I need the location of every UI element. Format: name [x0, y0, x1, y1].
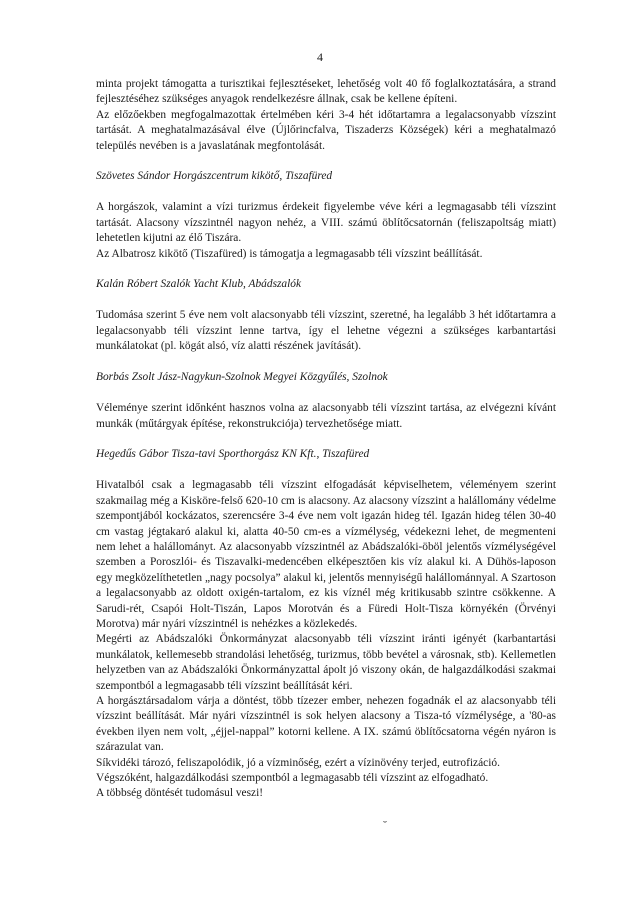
footer-mark: ˘ — [383, 818, 387, 832]
section-heading: Hegedűs Gábor Tisza-tavi Sporthorgász KN Kft., Tiszafüred — [96, 447, 370, 460]
paragraph: A horgászok, valamint a vízi turizmus érdekeit figyelembe véve kéri a legmagasabb téli vízszint tartását. Alacsony vízszintnél nagyon nehéz, a VIII. számú öblítőcsatornán (feliszapoltság miatt) lehetetlen kijutni az élő Tiszára. — [96, 201, 556, 245]
paragraph: Végszóként, halgazdálkodási szempontból a legmagasabb téli vízszint az elfogadható. — [96, 772, 489, 785]
section-heading: Borbás Zsolt Jász-Nagykun-Szolnok Megyei Közgyűlés, Szolnok — [96, 370, 388, 383]
page-number: 4 — [317, 50, 323, 64]
paragraph: Tudomása szerint 5 éve nem volt alacsonyabb téli vízszint, szeretné, ha legalább 3 hét időtartamra a legalacsonyabb téli vízszint lenne tartva, így el lehetne végezni a szükséges karbantartási munkálatokat (pl. kögát alsó, víz alatti részének javítását). — [96, 309, 556, 353]
paragraph: Hivatalból csak a legmagasabb téli vízszint elfogadását képviselhetem, véleményem szerint szakmailag még a Kisköre-felső 620-10 cm is alacsony. Az alacsony vízszint a halállomány védelme szempontjából kockázatos, szerencsére 3-4 éve nem volt igazán hideg tél. Igazán hideg télen 30-40 cm vastag jégtakaró alakul ki, alatta 40-50 cm-es a vízmélység, védekezni lehet, de megmenteni nem lehet a halállományt. Az alacsonyabb vízszintnél az Abádszalóki-öböl jelentős vízmélységével szemben a Poroszlói- és Tiszavalki-medencében elképesztően kis víz alakul ki. A Dühös-laposon egy megközelíthetetlen „nagy pocsolya” alakul ki, jelentős mennyiségű halállománnyal. A Szartoson a legalacsonyabb az oldott oxigén-tartalom, ez kis víznél még kritikusabb szintre csökkenne. A Sarudi-rét, Csapói Holt-Tiszán, Lapos Morotván és a Füredi Holt-Tisza környékén (Örvényi Morotva) már nyári vízszintnél is nehézkes a közlekedés. — [96, 479, 556, 630]
paragraph: Síkvidéki tározó, feliszapolódik, jó a vízminőség, ezért a vízinövény terjed, eutrofizáció. — [96, 756, 500, 769]
paragraph: minta projekt támogatta a turisztikai fejlesztéseket, lehetőség volt 40 fő foglalkoztatására, a strand fejlesztéséhez szükséges anyagok rendelkezésre állnak, csak be kellene építeni. — [96, 78, 556, 106]
paragraph: Véleménye szerint időnként hasznos volna az alacsonyabb téli vízszint tartása, az elvégezni kívánt munkák (műtárgyak építése, rekonstrukciója) tervezhetősége miatt. — [96, 402, 556, 430]
section-heading: Kalán Róbert Szalók Yacht Klub, Abádszalók — [96, 278, 302, 291]
paragraph: Az előzőekben megfogalmazottak értelmében kéri 3-4 hét időtartamra a legalacsonyabb vízszint tartását. A meghatalmazásával élve (Újlőrincfalva, Tiszaderzs Községek) kéri a meghatalmazó település nevében is a javaslatának megfontolását. — [96, 108, 556, 152]
document-body — [96, 77, 556, 802]
paragraph: A horgásztársadalom várja a döntést, több tízezer ember, nehezen fogadnák el az alacsonyabb téli vízszint beállítását. Már nyári vízszintnél is sok helyen alacsony a Tisza-tó vízmélysége, a '80-as években ilyen nem volt, „éjjel-nappal” kotorni kellene. A IX. számú öblítőcsatorna végén nyáron is szárazulat van. — [96, 695, 556, 754]
paragraph: Megérti az Abádszalóki Önkormányzat alacsonyabb téli vízszint iránti igényét (karbantartási munkálatok, kellemesebb strandolási lehetőség, turizmus, több bevétel a városnak, stb). Kellemetlen helyzetben van az Abádszalóki Önkormányzattal ápolt jó viszony okán, de halgazdálkodási szakmai szempontból a legmagasabb téli vízszint beállítását kéri. — [96, 633, 556, 692]
paragraph: Az Albatrosz kikötő (Tiszafüred) is támogatja a legmagasabb téli vízszint beállítását. — [96, 247, 483, 260]
paragraph: A többség döntését tudomásul veszi! — [96, 787, 264, 800]
section-heading: Szövetes Sándor Horgászcentrum kikötő, Tiszafüred — [96, 170, 333, 183]
